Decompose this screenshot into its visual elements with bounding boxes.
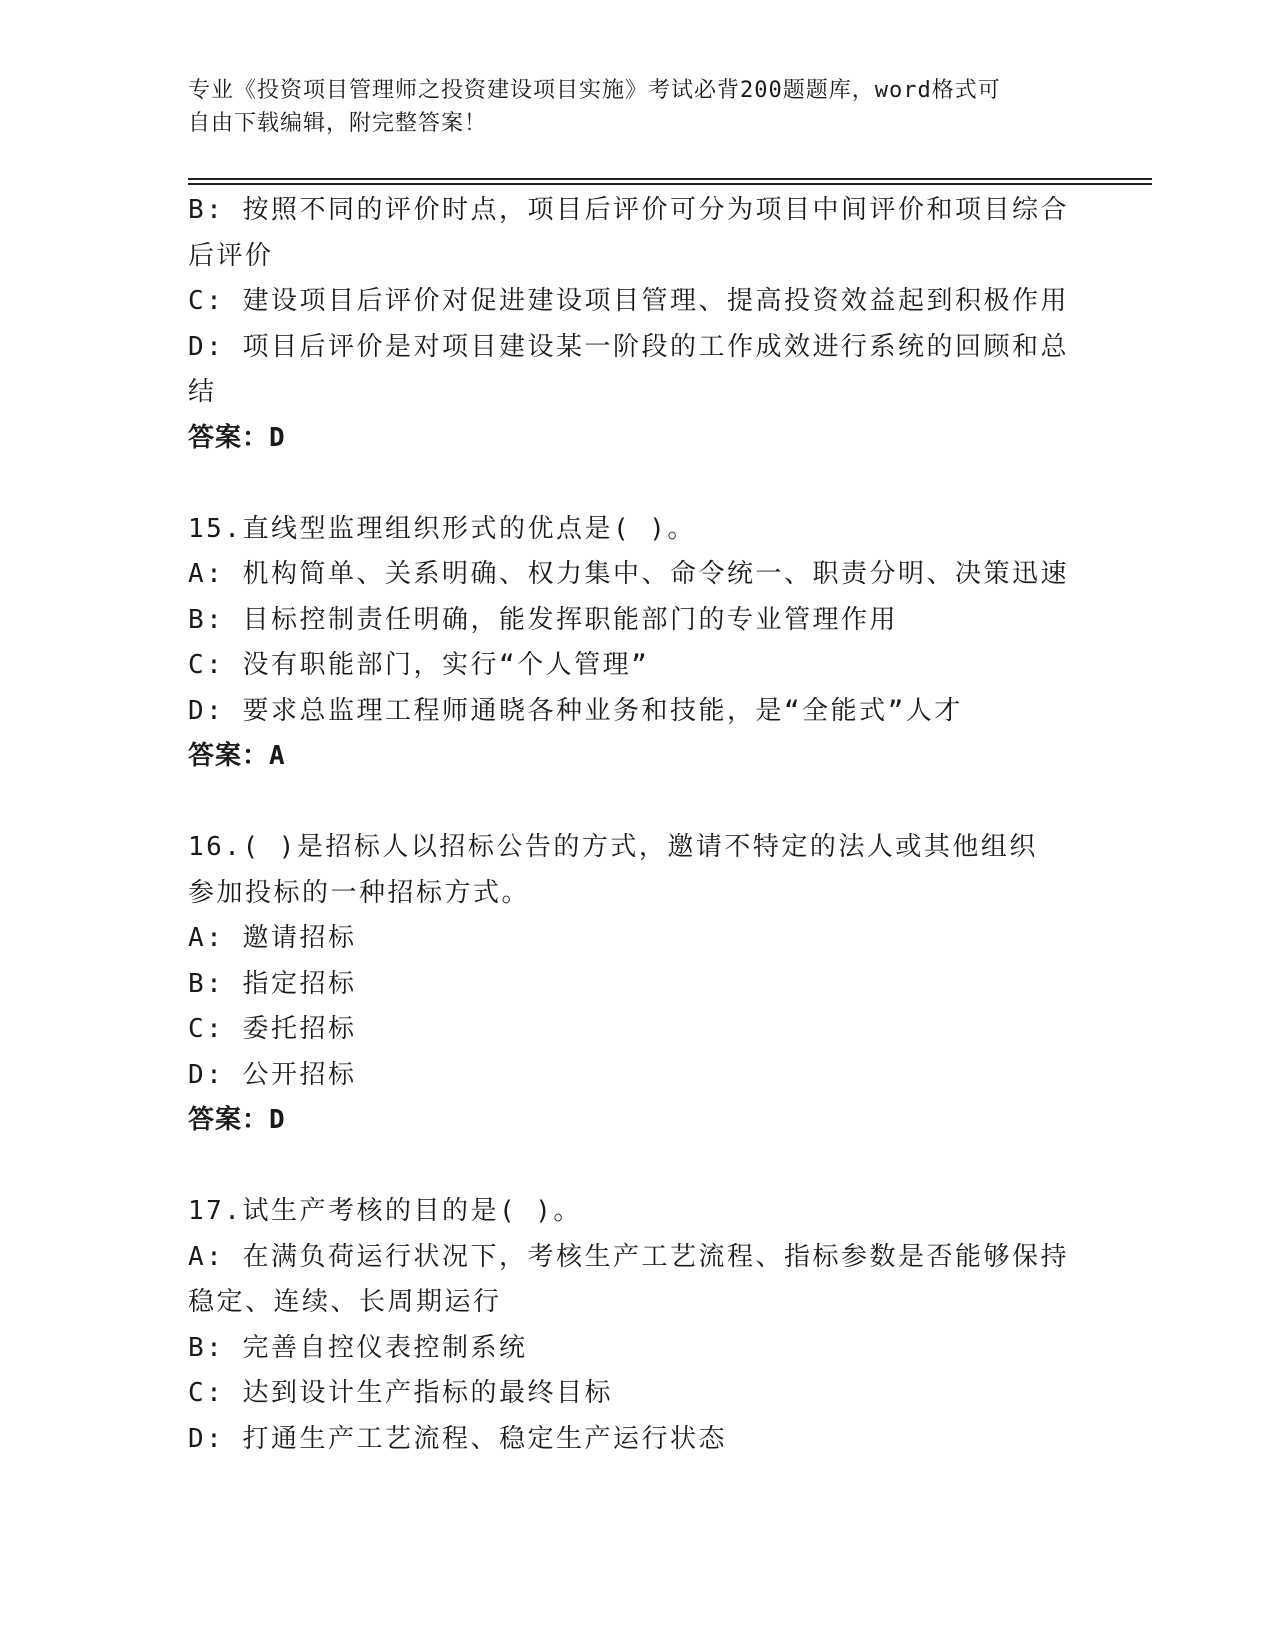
spacer	[188, 1144, 1088, 1190]
question-17-text: 17.试生产考核的目的是( )。	[188, 1196, 582, 1226]
question-16-option-b: B: 指定招标	[188, 968, 357, 999]
header-divider-bottom	[188, 183, 1152, 185]
question-17-option-c: C: 达到设计生产指标的最终目标	[188, 1378, 613, 1408]
option-c: C: 建设项目后评价对促进建设项目管理、提高投资效益起到积极作用	[188, 286, 1069, 316]
question-16-text-line-2: 参加投标的一种招标方式。	[188, 877, 531, 908]
question-16-option-c: C: 委托招标	[188, 1014, 357, 1044]
header-title-line-2: 自由下载编辑，附完整答案！	[188, 111, 488, 136]
question-16-text-line-1: 16.( )是招标人以招标公告的方式，邀请不特定的法人或其他组织	[188, 832, 1038, 862]
question-15-option-b: B: 目标控制责任明确，能发挥职能部门的专业管理作用	[188, 604, 898, 635]
answer-14: 答案：D	[188, 422, 286, 453]
question-15-option-a: A: 机构简单、关系明确、权力集中、命令统一、职责分明、决策迅速	[188, 559, 1069, 589]
answer-16: 答案：D	[188, 1105, 286, 1135]
question-15-option-c: C: 没有职能部门，实行“个人管理”	[188, 650, 650, 680]
question-17-option-a-line-1: A: 在满负荷运行状况下，考核生产工艺流程、指标参数是否能够保持	[188, 1241, 1069, 1272]
spacer	[188, 780, 1088, 826]
question-15-option-d: D: 要求总监理工程师通晓各种业务和技能，是“全能式”人才	[188, 695, 963, 726]
question-17-option-a-line-2: 稳定、连续、长周期运行	[188, 1287, 502, 1317]
header-title-line-1: 专业《投资项目管理师之投资建设项目实施》考试必背200题题库，word格式可	[188, 78, 1001, 103]
option-b-line-2: 后评价	[188, 240, 274, 271]
question-17-option-d: D: 打通生产工艺流程、稳定生产运行状态	[188, 1423, 727, 1454]
option-b-line-1: B: 按照不同的评价时点，项目后评价可分为项目中间评价和项目综合	[188, 195, 1069, 225]
question-16-option-a: A: 邀请招标	[188, 923, 357, 953]
question-block-16	[188, 825, 1088, 1144]
question-block-17	[188, 1189, 1088, 1462]
question-list	[188, 188, 1088, 1462]
question-block-14-continued	[188, 188, 1088, 461]
question-17-option-b: B: 完善自控仪表控制系统	[188, 1332, 528, 1363]
question-block-15	[188, 507, 1088, 780]
spacer	[188, 461, 1088, 507]
option-d-line-2: 结	[188, 377, 217, 407]
answer-15: 答案：A	[188, 741, 286, 771]
header-divider-top	[188, 178, 1152, 180]
document-header	[188, 74, 1088, 140]
question-15-text: 15.直线型监理组织形式的优点是( )。	[188, 513, 696, 544]
question-16-option-d: D: 公开招标	[188, 1059, 357, 1090]
option-d-line-1: D: 项目后评价是对项目建设某一阶段的工作成效进行系统的回顾和总	[188, 331, 1069, 362]
